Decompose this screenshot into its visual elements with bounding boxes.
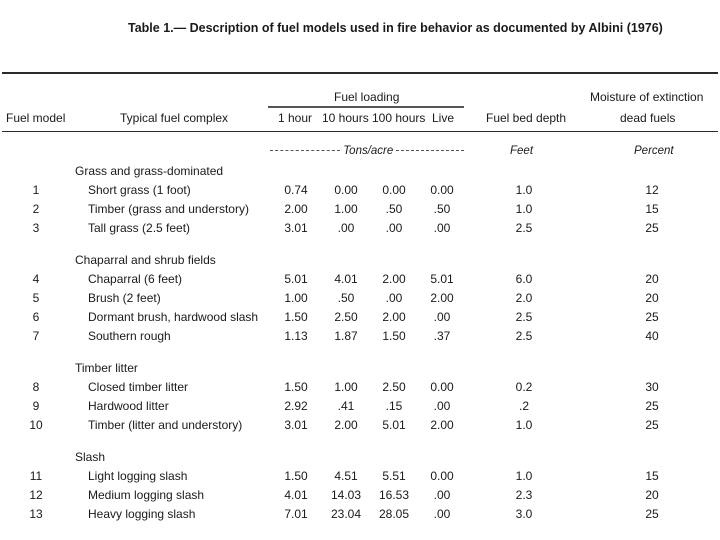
cell-fuel-complex: Short grass (1 foot) — [88, 183, 191, 197]
cell-live: 2.00 — [430, 418, 454, 432]
cell-moisture: 25 — [645, 310, 659, 324]
cell-10-hours: 1.87 — [334, 329, 358, 343]
cell-moisture: 25 — [645, 507, 659, 521]
cell-fuel-complex: Medium logging slash — [88, 488, 205, 502]
cell-1-hour: 2.92 — [284, 399, 308, 413]
cell-moisture: 30 — [645, 380, 659, 394]
cell-moisture: 25 — [645, 399, 659, 413]
units-loading: Tons/acre — [343, 145, 394, 157]
cell-moisture: 25 — [645, 221, 659, 235]
cell-fuel-bed-depth: 6.0 — [515, 272, 533, 286]
header-typical-fuel-complex: Typical fuel complex — [120, 111, 229, 125]
cell-10-hours: .00 — [337, 221, 355, 235]
units-dash-left — [270, 150, 340, 151]
cell-fuel-model: 12 — [29, 488, 43, 502]
cell-fuel-bed-depth: 2.3 — [515, 488, 533, 502]
cell-fuel-complex: Brush (2 feet) — [88, 291, 161, 305]
cell-fuel-model: 8 — [32, 380, 40, 394]
top-rule — [2, 72, 718, 74]
cell-moisture: 12 — [645, 183, 659, 197]
cell-1-hour: 7.01 — [284, 507, 308, 521]
cell-moisture: 20 — [645, 291, 659, 305]
cell-live: 5.01 — [430, 272, 454, 286]
cell-100-hours: .00 — [385, 291, 403, 305]
cell-10-hours: .41 — [337, 399, 355, 413]
cell-moisture: 25 — [645, 418, 659, 432]
cell-fuel-complex: Chaparral (6 feet) — [88, 272, 183, 286]
cell-1-hour: 5.01 — [284, 272, 308, 286]
units-dash-right — [396, 150, 464, 151]
header-moisture-line2: dead fuels — [620, 111, 676, 125]
cell-100-hours: 28.05 — [378, 507, 410, 521]
cell-moisture: 40 — [645, 329, 659, 343]
cell-10-hours: 14.03 — [330, 488, 362, 502]
cell-1-hour: 1.50 — [284, 469, 308, 483]
cell-fuel-bed-depth: 2.0 — [515, 291, 533, 305]
cell-fuel-model: 13 — [29, 507, 43, 521]
header-moisture-line1: Moisture of extinction — [590, 90, 704, 104]
cell-fuel-complex: Timber (litter and understory) — [88, 418, 243, 432]
cell-100-hours: .15 — [385, 399, 403, 413]
cell-100-hours: 2.00 — [382, 310, 406, 324]
cell-live: .00 — [433, 399, 451, 413]
cell-live: 0.00 — [430, 380, 454, 394]
cell-fuel-bed-depth: 2.5 — [515, 329, 533, 343]
cell-fuel-model: 9 — [32, 399, 40, 413]
cell-live: 0.00 — [430, 469, 454, 483]
cell-fuel-complex: Southern rough — [88, 329, 171, 343]
cell-live: .00 — [433, 488, 451, 502]
cell-fuel-model: 11 — [29, 469, 43, 483]
cell-10-hours: 1.00 — [334, 202, 358, 216]
header-1-hour: 1 hour — [278, 111, 313, 125]
cell-fuel-complex: Light logging slash — [88, 469, 188, 483]
cell-fuel-complex: Hardwood litter — [88, 399, 169, 413]
cell-live: .50 — [433, 202, 451, 216]
units-depth: Feet — [510, 145, 534, 157]
cell-1-hour: 0.74 — [284, 183, 308, 197]
cell-fuel-model: 3 — [32, 221, 40, 235]
cell-100-hours: 2.50 — [382, 380, 406, 394]
header-live: Live — [432, 111, 455, 125]
cell-10-hours: 1.00 — [334, 380, 358, 394]
cell-1-hour: 3.01 — [284, 418, 308, 432]
cell-moisture: 15 — [645, 202, 659, 216]
cell-fuel-model: 5 — [32, 291, 40, 305]
cell-fuel-bed-depth: 3.0 — [515, 507, 533, 521]
cell-live: .00 — [433, 221, 451, 235]
cell-fuel-bed-depth: 1.0 — [515, 202, 533, 216]
cell-moisture: 20 — [645, 488, 659, 502]
cell-fuel-complex: Timber (grass and understory) — [88, 202, 249, 216]
cell-live: .37 — [433, 329, 451, 343]
header-fuel-model: Fuel model — [6, 111, 66, 125]
cell-1-hour: 1.50 — [284, 380, 308, 394]
cell-fuel-complex: Tall grass (2.5 feet) — [88, 221, 191, 235]
cell-fuel-complex: Heavy logging slash — [88, 507, 196, 521]
cell-100-hours: 16.53 — [378, 488, 410, 502]
group-heading: Chaparral and shrub fields — [75, 253, 216, 267]
cell-1-hour: 1.00 — [284, 291, 308, 305]
cell-fuel-complex: Dormant brush, hardwood slash — [88, 310, 259, 324]
table-title: Table 1.— Description of fuel models used in fire behavior as documented by Albini (1976) — [128, 21, 663, 35]
cell-fuel-bed-depth: 2.5 — [515, 221, 533, 235]
group-heading: Timber litter — [75, 361, 138, 375]
cell-10-hours: 4.01 — [334, 272, 358, 286]
units-loading-row — [270, 145, 464, 157]
cell-1-hour: 3.01 — [284, 221, 308, 235]
cell-live: .00 — [433, 507, 451, 521]
header-100-hours: 100 hours — [372, 111, 426, 125]
cell-fuel-bed-depth: 1.0 — [515, 469, 533, 483]
cell-100-hours: .00 — [385, 221, 403, 235]
cell-10-hours: 2.50 — [334, 310, 358, 324]
cell-fuel-bed-depth: 2.5 — [515, 310, 533, 324]
cell-moisture: 15 — [645, 469, 659, 483]
cell-fuel-model: 7 — [32, 329, 40, 343]
cell-fuel-bed-depth: 1.0 — [515, 183, 533, 197]
cell-10-hours: .50 — [337, 291, 355, 305]
cell-1-hour: 4.01 — [284, 488, 308, 502]
cell-fuel-model: 10 — [29, 418, 43, 432]
header-fuel-bed-depth: Fuel bed depth — [486, 111, 567, 125]
cell-fuel-model: 1 — [32, 183, 40, 197]
header-10-hours: 10 hours — [322, 111, 369, 125]
cell-10-hours: 0.00 — [334, 183, 358, 197]
cell-100-hours: 2.00 — [382, 272, 406, 286]
cell-live: 0.00 — [430, 183, 454, 197]
cell-live: 2.00 — [430, 291, 454, 305]
cell-fuel-bed-depth: .2 — [518, 399, 529, 413]
fuel-loading-rule — [268, 106, 464, 108]
cell-10-hours: 4.51 — [334, 469, 358, 483]
cell-fuel-model: 6 — [32, 310, 40, 324]
cell-100-hours: 1.50 — [382, 329, 406, 343]
cell-100-hours: 5.01 — [382, 418, 406, 432]
cell-1-hour: 1.50 — [284, 310, 308, 324]
cell-100-hours: 0.00 — [382, 183, 406, 197]
cell-live: .00 — [433, 310, 451, 324]
cell-fuel-bed-depth: 0.2 — [515, 380, 533, 394]
cell-1-hour: 2.00 — [284, 202, 308, 216]
units-moisture: Percent — [634, 145, 674, 157]
cell-100-hours: 5.51 — [382, 469, 406, 483]
cell-fuel-bed-depth: 1.0 — [515, 418, 533, 432]
group-heading: Slash — [75, 450, 106, 464]
cell-100-hours: .50 — [385, 202, 403, 216]
cell-fuel-model: 4 — [32, 272, 40, 286]
cell-fuel-complex: Closed timber litter — [88, 380, 189, 394]
cell-fuel-model: 2 — [32, 202, 40, 216]
cell-10-hours: 23.04 — [330, 507, 362, 521]
header-rule — [2, 131, 718, 132]
cell-moisture: 20 — [645, 272, 659, 286]
header-fuel-loading: Fuel loading — [334, 90, 400, 104]
group-heading: Grass and grass-dominated — [75, 164, 224, 178]
cell-1-hour: 1.13 — [284, 329, 308, 343]
cell-10-hours: 2.00 — [334, 418, 358, 432]
